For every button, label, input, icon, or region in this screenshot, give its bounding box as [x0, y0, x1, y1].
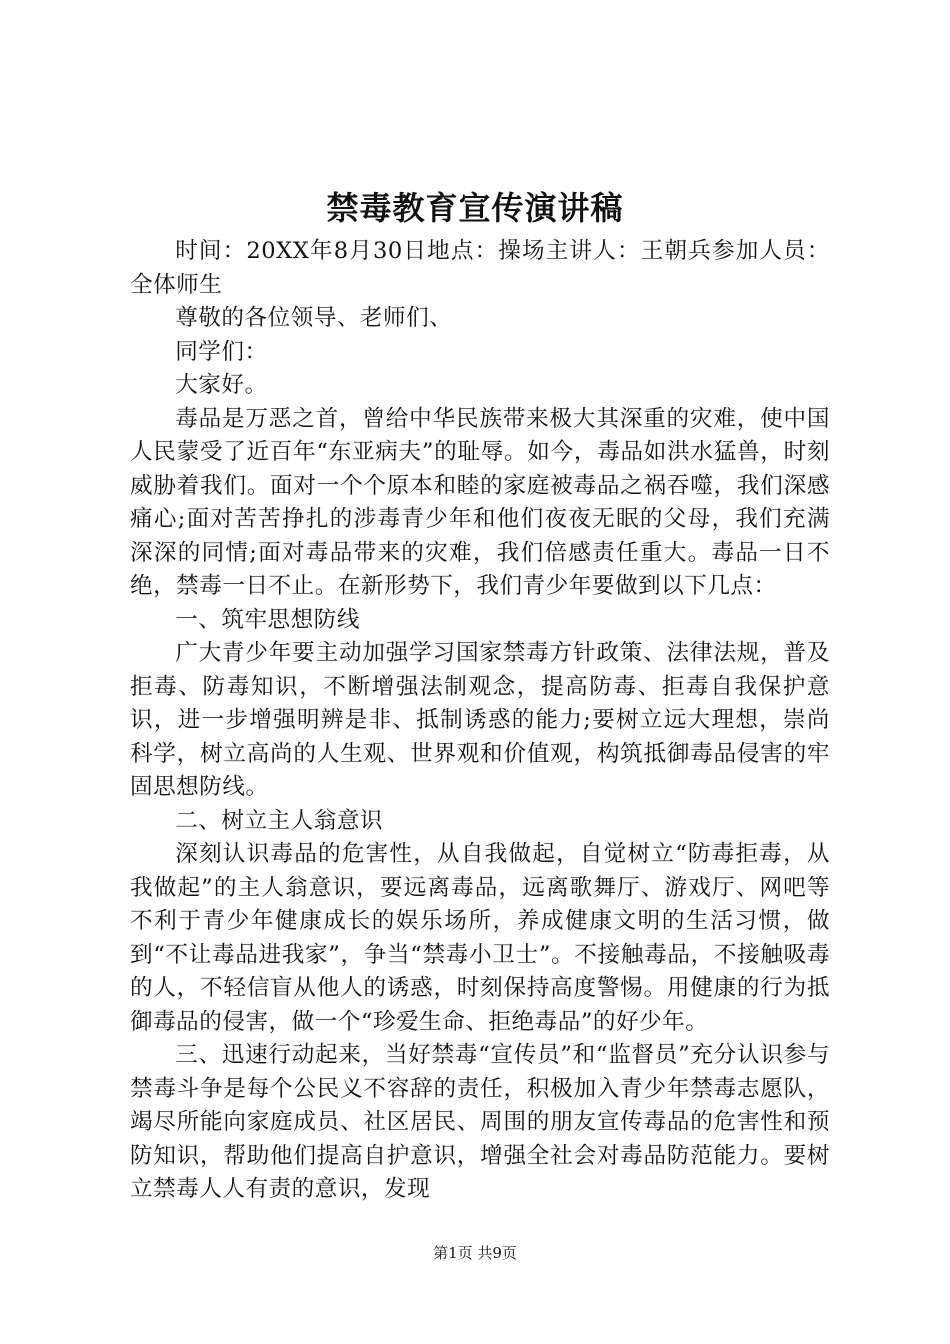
- page-number-footer: 第1页 共9页: [433, 1244, 517, 1262]
- section-heading-2: 二、树立主人翁意识: [175, 807, 384, 834]
- document-body: [130, 235, 830, 1207]
- paragraph-section-2: 深刻认识毒品的危害性，从自我做起，自觉树立“防毒拒毒，从我做起”的主人翁意识，要远离毒品，远离歌舞厅、游戏厅、网吧等不利于青少年健康成长的娱乐场所，养成健康文明的生活习惯，做到“不让毒品进我家”，争当“禁毒小卫士”。不接触毒品，不接触吸毒的人，不轻信盲从他人的诱惑，时刻保持高度警惕。用健康的行为抵御毒品的侵害，做一个“珍爱生命、拒绝毒品”的好少年。: [130, 841, 830, 1035]
- paragraph-meta: 时间：20XX年8月30日地点：操场主讲人：王朝兵参加人员：全体师生: [130, 238, 830, 298]
- paragraph-greeting: 大家好。: [175, 372, 268, 398]
- paragraph-salutation-students: 同学们：: [175, 338, 268, 365]
- section-heading-1: 一、筑牢思想防线: [175, 606, 360, 633]
- paragraph-intro: 毒品是万恶之首，曾给中华民族带来极大其深重的灾难，使中国人民蒙受了近百年“东亚病夫”的耻辱。如今，毒品如洪水猛兽，时刻威胁着我们。面对一个个原本和睦的家庭被毒品之祸吞噬，我们深感痛心;面对苦苦挣扎的涉毒青少年和他们夜夜无眠的父母，我们充满深深的同情;面对毒品带来的灾难，我们倍感责任重大。毒品一日不绝，禁毒一日不止。在新形势下，我们青少年要做到以下几点：: [130, 405, 830, 599]
- paragraph-section-3: 三、迅速行动起来，当好禁毒“宣传员”和“监督员”充分认识参与禁毒斗争是每个公民义不容辞的责任，积极加入青少年禁毒志愿队，竭尽所能向家庭成员、社区居民、周围的朋友宣传毒品的危害性和预防知识，帮助他们提高自护意识，增强全社会对毒品防范能力。要树立禁毒人人有责的意识，发现: [130, 1042, 830, 1202]
- paragraph-section-1: 广大青少年要主动加强学习国家禁毒方针政策、法律法规，普及拒毒、防毒知识，不断增强法制观念，提高防毒、拒毒自我保护意识，进一步增强明辨是非、抵制诱惑的能力;要树立远大理想，崇尚科学，树立高尚的人生观、世界观和价值观，构筑抵御毒品侵害的牢固思想防线。: [130, 640, 830, 800]
- document-title: 禁毒教育宣传演讲稿: [326, 189, 624, 227]
- paragraph-salutation: 尊敬的各位领导、老师们、: [175, 305, 453, 331]
